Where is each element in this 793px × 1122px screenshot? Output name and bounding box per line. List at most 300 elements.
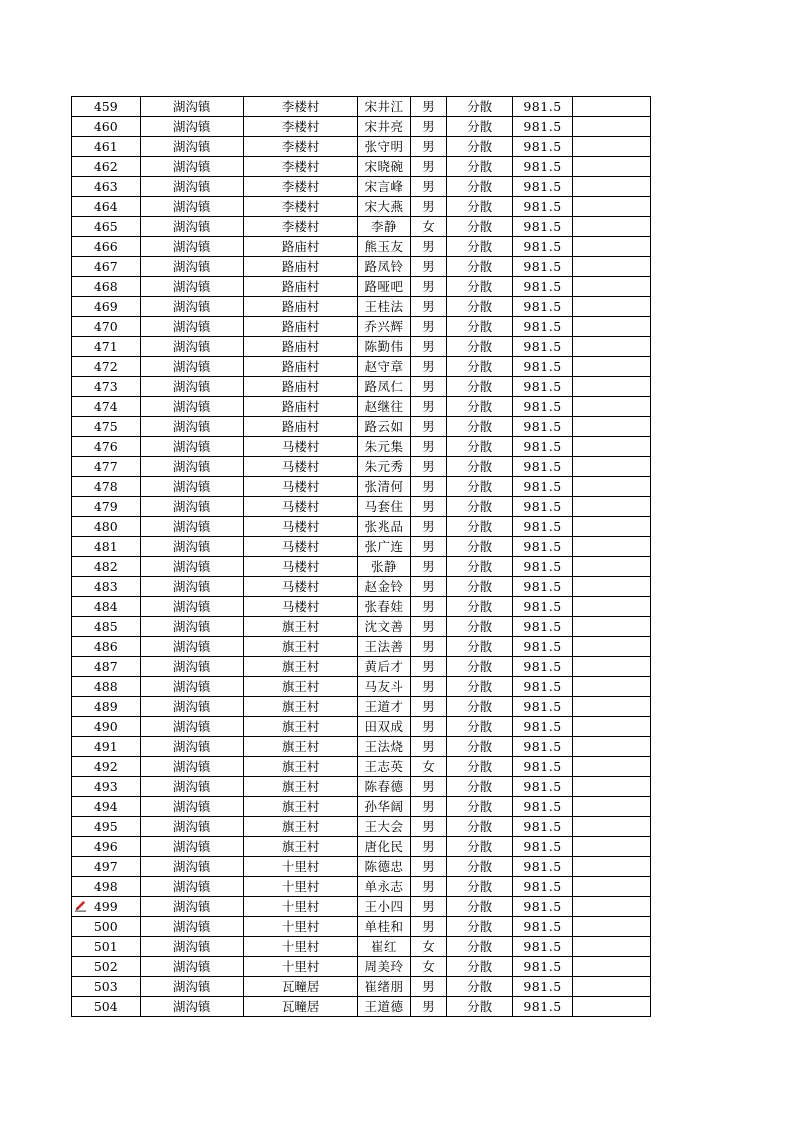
note-cell[interactable] bbox=[573, 617, 651, 637]
village-cell[interactable]: 马楼村 bbox=[243, 577, 358, 597]
village-cell[interactable]: 旗王村 bbox=[243, 617, 358, 637]
town-cell[interactable]: 湖沟镇 bbox=[140, 577, 243, 597]
village-cell[interactable]: 李楼村 bbox=[243, 117, 358, 137]
person-name-cell[interactable]: 张静 bbox=[358, 557, 410, 577]
village-cell[interactable]: 十里村 bbox=[243, 917, 358, 937]
support-type-cell[interactable]: 分散 bbox=[447, 157, 512, 177]
town-cell[interactable]: 湖沟镇 bbox=[140, 557, 243, 577]
person-name-cell[interactable]: 路凤仁 bbox=[358, 377, 410, 397]
row-index-cell[interactable]: 473 bbox=[72, 377, 141, 397]
note-cell[interactable] bbox=[573, 537, 651, 557]
row-index-cell[interactable]: 483 bbox=[72, 577, 141, 597]
support-type-cell[interactable]: 分散 bbox=[447, 137, 512, 157]
person-name-cell[interactable]: 张广连 bbox=[358, 537, 410, 557]
amount-cell[interactable]: 981.5 bbox=[512, 657, 572, 677]
town-cell[interactable]: 湖沟镇 bbox=[140, 717, 243, 737]
person-name-cell[interactable]: 宋井江 bbox=[358, 97, 410, 117]
gender-cell[interactable]: 男 bbox=[410, 317, 447, 337]
support-type-cell[interactable]: 分散 bbox=[447, 557, 512, 577]
town-cell[interactable]: 湖沟镇 bbox=[140, 777, 243, 797]
note-cell[interactable] bbox=[573, 597, 651, 617]
row-index-cell[interactable]: 469 bbox=[72, 297, 141, 317]
note-cell[interactable] bbox=[573, 137, 651, 157]
support-type-cell[interactable]: 分散 bbox=[447, 257, 512, 277]
gender-cell[interactable]: 男 bbox=[410, 277, 447, 297]
amount-cell[interactable]: 981.5 bbox=[512, 717, 572, 737]
note-cell[interactable] bbox=[573, 317, 651, 337]
town-cell[interactable]: 湖沟镇 bbox=[140, 657, 243, 677]
amount-cell[interactable]: 981.5 bbox=[512, 457, 572, 477]
person-name-cell[interactable]: 宋晓碗 bbox=[358, 157, 410, 177]
support-type-cell[interactable]: 分散 bbox=[447, 937, 512, 957]
support-type-cell[interactable]: 分散 bbox=[447, 617, 512, 637]
support-type-cell[interactable]: 分散 bbox=[447, 297, 512, 317]
town-cell[interactable]: 湖沟镇 bbox=[140, 97, 243, 117]
support-type-cell[interactable]: 分散 bbox=[447, 397, 512, 417]
row-index-cell[interactable]: 470 bbox=[72, 317, 141, 337]
note-cell[interactable] bbox=[573, 577, 651, 597]
row-index-cell[interactable]: 466 bbox=[72, 237, 141, 257]
village-cell[interactable]: 十里村 bbox=[243, 957, 358, 977]
person-name-cell[interactable]: 朱元秀 bbox=[358, 457, 410, 477]
row-index-cell[interactable]: 497 bbox=[72, 857, 141, 877]
support-type-cell[interactable]: 分散 bbox=[447, 877, 512, 897]
amount-cell[interactable]: 981.5 bbox=[512, 557, 572, 577]
amount-cell[interactable]: 981.5 bbox=[512, 697, 572, 717]
amount-cell[interactable]: 981.5 bbox=[512, 397, 572, 417]
gender-cell[interactable]: 男 bbox=[410, 477, 447, 497]
person-name-cell[interactable]: 赵继往 bbox=[358, 397, 410, 417]
village-cell[interactable]: 旗王村 bbox=[243, 837, 358, 857]
row-index-cell[interactable] bbox=[72, 897, 141, 917]
note-cell[interactable] bbox=[573, 837, 651, 857]
person-name-cell[interactable]: 王道德 bbox=[358, 997, 410, 1017]
town-cell[interactable]: 湖沟镇 bbox=[140, 517, 243, 537]
row-index-cell[interactable]: 501 bbox=[72, 937, 141, 957]
row-index-cell[interactable]: 487 bbox=[72, 657, 141, 677]
gender-cell[interactable]: 男 bbox=[410, 697, 447, 717]
person-name-cell[interactable]: 唐化民 bbox=[358, 837, 410, 857]
amount-cell[interactable]: 981.5 bbox=[512, 237, 572, 257]
town-cell[interactable]: 湖沟镇 bbox=[140, 277, 243, 297]
person-name-cell[interactable]: 路哑吧 bbox=[358, 277, 410, 297]
support-type-cell[interactable]: 分散 bbox=[447, 97, 512, 117]
note-cell[interactable] bbox=[573, 637, 651, 657]
amount-cell[interactable]: 981.5 bbox=[512, 997, 572, 1017]
row-index-cell[interactable]: 485 bbox=[72, 617, 141, 637]
village-cell[interactable]: 路庙村 bbox=[243, 397, 358, 417]
row-index-cell[interactable]: 461 bbox=[72, 137, 141, 157]
amount-cell[interactable]: 981.5 bbox=[512, 277, 572, 297]
town-cell[interactable]: 湖沟镇 bbox=[140, 797, 243, 817]
note-cell[interactable] bbox=[573, 517, 651, 537]
town-cell[interactable]: 湖沟镇 bbox=[140, 977, 243, 997]
support-type-cell[interactable]: 分散 bbox=[447, 957, 512, 977]
town-cell[interactable]: 湖沟镇 bbox=[140, 257, 243, 277]
note-cell[interactable] bbox=[573, 977, 651, 997]
support-type-cell[interactable]: 分散 bbox=[447, 977, 512, 997]
row-index-cell[interactable]: 474 bbox=[72, 397, 141, 417]
note-cell[interactable] bbox=[573, 757, 651, 777]
village-cell[interactable]: 马楼村 bbox=[243, 517, 358, 537]
support-type-cell[interactable]: 分散 bbox=[447, 237, 512, 257]
village-cell[interactable]: 马楼村 bbox=[243, 497, 358, 517]
town-cell[interactable]: 湖沟镇 bbox=[140, 537, 243, 557]
amount-cell[interactable]: 981.5 bbox=[512, 677, 572, 697]
village-cell[interactable]: 马楼村 bbox=[243, 537, 358, 557]
support-type-cell[interactable]: 分散 bbox=[447, 437, 512, 457]
person-name-cell[interactable]: 张兆品 bbox=[358, 517, 410, 537]
row-index-cell[interactable]: 479 bbox=[72, 497, 141, 517]
gender-cell[interactable]: 男 bbox=[410, 97, 447, 117]
person-name-cell[interactable]: 朱元集 bbox=[358, 437, 410, 457]
village-cell[interactable]: 路庙村 bbox=[243, 277, 358, 297]
row-index-cell[interactable]: 498 bbox=[72, 877, 141, 897]
row-index-cell[interactable]: 502 bbox=[72, 957, 141, 977]
amount-cell[interactable]: 981.5 bbox=[512, 597, 572, 617]
amount-cell[interactable]: 981.5 bbox=[512, 877, 572, 897]
town-cell[interactable]: 湖沟镇 bbox=[140, 697, 243, 717]
row-index-cell[interactable]: 472 bbox=[72, 357, 141, 377]
person-name-cell[interactable]: 路凤铃 bbox=[358, 257, 410, 277]
row-index-cell[interactable]: 480 bbox=[72, 517, 141, 537]
town-cell[interactable]: 湖沟镇 bbox=[140, 737, 243, 757]
support-type-cell[interactable]: 分散 bbox=[447, 917, 512, 937]
amount-cell[interactable]: 981.5 bbox=[512, 937, 572, 957]
town-cell[interactable]: 湖沟镇 bbox=[140, 197, 243, 217]
gender-cell[interactable]: 男 bbox=[410, 197, 447, 217]
gender-cell[interactable]: 男 bbox=[410, 557, 447, 577]
village-cell[interactable]: 瓦疃居 bbox=[243, 977, 358, 997]
support-type-cell[interactable]: 分散 bbox=[447, 997, 512, 1017]
row-index-cell[interactable]: 476 bbox=[72, 437, 141, 457]
gender-cell[interactable]: 男 bbox=[410, 397, 447, 417]
note-cell[interactable] bbox=[573, 357, 651, 377]
village-cell[interactable]: 马楼村 bbox=[243, 557, 358, 577]
note-cell[interactable] bbox=[573, 337, 651, 357]
support-type-cell[interactable]: 分散 bbox=[447, 417, 512, 437]
village-cell[interactable]: 旗王村 bbox=[243, 817, 358, 837]
town-cell[interactable]: 湖沟镇 bbox=[140, 677, 243, 697]
row-index-cell[interactable]: 478 bbox=[72, 477, 141, 497]
person-name-cell[interactable]: 王大会 bbox=[358, 817, 410, 837]
amount-cell[interactable]: 981.5 bbox=[512, 297, 572, 317]
amount-cell[interactable]: 981.5 bbox=[512, 317, 572, 337]
row-index-cell[interactable]: 486 bbox=[72, 637, 141, 657]
gender-cell[interactable]: 男 bbox=[410, 517, 447, 537]
amount-cell[interactable]: 981.5 bbox=[512, 197, 572, 217]
person-name-cell[interactable]: 崔绪朋 bbox=[358, 977, 410, 997]
note-cell[interactable] bbox=[573, 737, 651, 757]
person-name-cell[interactable]: 马友斗 bbox=[358, 677, 410, 697]
amount-cell[interactable]: 981.5 bbox=[512, 257, 572, 277]
village-cell[interactable]: 路庙村 bbox=[243, 377, 358, 397]
town-cell[interactable]: 湖沟镇 bbox=[140, 417, 243, 437]
support-type-cell[interactable]: 分散 bbox=[447, 857, 512, 877]
gender-cell[interactable]: 男 bbox=[410, 817, 447, 837]
village-cell[interactable]: 路庙村 bbox=[243, 337, 358, 357]
support-type-cell[interactable]: 分散 bbox=[447, 117, 512, 137]
support-type-cell[interactable]: 分散 bbox=[447, 317, 512, 337]
amount-cell[interactable]: 981.5 bbox=[512, 757, 572, 777]
gender-cell[interactable]: 男 bbox=[410, 437, 447, 457]
row-index-cell[interactable]: 467 bbox=[72, 257, 141, 277]
town-cell[interactable]: 湖沟镇 bbox=[140, 817, 243, 837]
row-index-cell[interactable]: 462 bbox=[72, 157, 141, 177]
town-cell[interactable]: 湖沟镇 bbox=[140, 897, 243, 917]
village-cell[interactable]: 马楼村 bbox=[243, 597, 358, 617]
note-cell[interactable] bbox=[573, 777, 651, 797]
town-cell[interactable]: 湖沟镇 bbox=[140, 397, 243, 417]
support-type-cell[interactable]: 分散 bbox=[447, 757, 512, 777]
village-cell[interactable]: 马楼村 bbox=[243, 457, 358, 477]
amount-cell[interactable]: 981.5 bbox=[512, 417, 572, 437]
amount-cell[interactable]: 981.5 bbox=[512, 537, 572, 557]
support-type-cell[interactable]: 分散 bbox=[447, 817, 512, 837]
gender-cell[interactable]: 男 bbox=[410, 577, 447, 597]
village-cell[interactable]: 马楼村 bbox=[243, 437, 358, 457]
row-index-cell[interactable]: 459 bbox=[72, 97, 141, 117]
village-cell[interactable]: 旗王村 bbox=[243, 637, 358, 657]
village-cell[interactable]: 旗王村 bbox=[243, 717, 358, 737]
town-cell[interactable]: 湖沟镇 bbox=[140, 497, 243, 517]
support-type-cell[interactable]: 分散 bbox=[447, 477, 512, 497]
note-cell[interactable] bbox=[573, 377, 651, 397]
village-cell[interactable]: 李楼村 bbox=[243, 137, 358, 157]
amount-cell[interactable]: 981.5 bbox=[512, 957, 572, 977]
gender-cell[interactable]: 女 bbox=[410, 217, 447, 237]
village-cell[interactable]: 十里村 bbox=[243, 857, 358, 877]
support-type-cell[interactable]: 分散 bbox=[447, 497, 512, 517]
town-cell[interactable]: 湖沟镇 bbox=[140, 137, 243, 157]
row-index-cell[interactable]: 460 bbox=[72, 117, 141, 137]
row-index-cell[interactable]: 491 bbox=[72, 737, 141, 757]
support-type-cell[interactable]: 分散 bbox=[447, 577, 512, 597]
town-cell[interactable]: 湖沟镇 bbox=[140, 117, 243, 137]
note-cell[interactable] bbox=[573, 117, 651, 137]
support-type-cell[interactable]: 分散 bbox=[447, 897, 512, 917]
town-cell[interactable]: 湖沟镇 bbox=[140, 357, 243, 377]
amount-cell[interactable]: 981.5 bbox=[512, 337, 572, 357]
person-name-cell[interactable]: 孙华阔 bbox=[358, 797, 410, 817]
note-cell[interactable] bbox=[573, 397, 651, 417]
town-cell[interactable]: 湖沟镇 bbox=[140, 997, 243, 1017]
person-name-cell[interactable]: 王小四 bbox=[358, 897, 410, 917]
person-name-cell[interactable]: 陈勤伟 bbox=[358, 337, 410, 357]
row-index-cell[interactable]: 482 bbox=[72, 557, 141, 577]
note-cell[interactable] bbox=[573, 477, 651, 497]
note-cell[interactable] bbox=[573, 237, 651, 257]
gender-cell[interactable]: 男 bbox=[410, 797, 447, 817]
person-name-cell[interactable]: 单永志 bbox=[358, 877, 410, 897]
note-cell[interactable] bbox=[573, 997, 651, 1017]
gender-cell[interactable]: 男 bbox=[410, 117, 447, 137]
gender-cell[interactable]: 男 bbox=[410, 877, 447, 897]
note-cell[interactable] bbox=[573, 677, 651, 697]
person-name-cell[interactable]: 宋言峰 bbox=[358, 177, 410, 197]
gender-cell[interactable]: 男 bbox=[410, 157, 447, 177]
village-cell[interactable]: 瓦疃居 bbox=[243, 997, 358, 1017]
person-name-cell[interactable]: 崔红 bbox=[358, 937, 410, 957]
town-cell[interactable]: 湖沟镇 bbox=[140, 597, 243, 617]
town-cell[interactable]: 湖沟镇 bbox=[140, 217, 243, 237]
note-cell[interactable] bbox=[573, 437, 651, 457]
person-name-cell[interactable]: 宋大燕 bbox=[358, 197, 410, 217]
village-cell[interactable]: 李楼村 bbox=[243, 197, 358, 217]
gender-cell[interactable]: 女 bbox=[410, 757, 447, 777]
amount-cell[interactable]: 981.5 bbox=[512, 897, 572, 917]
town-cell[interactable]: 湖沟镇 bbox=[140, 297, 243, 317]
note-cell[interactable] bbox=[573, 697, 651, 717]
person-name-cell[interactable]: 田双成 bbox=[358, 717, 410, 737]
village-cell[interactable]: 旗王村 bbox=[243, 757, 358, 777]
amount-cell[interactable]: 981.5 bbox=[512, 377, 572, 397]
village-cell[interactable]: 路庙村 bbox=[243, 297, 358, 317]
row-index-cell[interactable]: 465 bbox=[72, 217, 141, 237]
support-type-cell[interactable]: 分散 bbox=[447, 837, 512, 857]
support-type-cell[interactable]: 分散 bbox=[447, 517, 512, 537]
support-type-cell[interactable]: 分散 bbox=[447, 737, 512, 757]
row-index-cell[interactable]: 488 bbox=[72, 677, 141, 697]
amount-cell[interactable]: 981.5 bbox=[512, 737, 572, 757]
support-type-cell[interactable]: 分散 bbox=[447, 797, 512, 817]
note-cell[interactable] bbox=[573, 857, 651, 877]
person-name-cell[interactable]: 张清何 bbox=[358, 477, 410, 497]
support-type-cell[interactable]: 分散 bbox=[447, 457, 512, 477]
amount-cell[interactable]: 981.5 bbox=[512, 777, 572, 797]
gender-cell[interactable]: 男 bbox=[410, 637, 447, 657]
person-name-cell[interactable]: 王道才 bbox=[358, 697, 410, 717]
amount-cell[interactable]: 981.5 bbox=[512, 617, 572, 637]
town-cell[interactable]: 湖沟镇 bbox=[140, 837, 243, 857]
note-cell[interactable] bbox=[573, 877, 651, 897]
note-cell[interactable] bbox=[573, 157, 651, 177]
village-cell[interactable]: 路庙村 bbox=[243, 237, 358, 257]
row-index-cell[interactable]: 493 bbox=[72, 777, 141, 797]
person-name-cell[interactable]: 路云如 bbox=[358, 417, 410, 437]
person-name-cell[interactable]: 李静 bbox=[358, 217, 410, 237]
gender-cell[interactable]: 男 bbox=[410, 497, 447, 517]
village-cell[interactable]: 旗王村 bbox=[243, 797, 358, 817]
gender-cell[interactable]: 男 bbox=[410, 897, 447, 917]
gender-cell[interactable]: 男 bbox=[410, 337, 447, 357]
row-index-cell[interactable]: 481 bbox=[72, 537, 141, 557]
row-index-cell[interactable]: 490 bbox=[72, 717, 141, 737]
note-cell[interactable] bbox=[573, 797, 651, 817]
person-name-cell[interactable]: 宋井亮 bbox=[358, 117, 410, 137]
town-cell[interactable]: 湖沟镇 bbox=[140, 957, 243, 977]
gender-cell[interactable]: 男 bbox=[410, 837, 447, 857]
row-index-cell[interactable]: 496 bbox=[72, 837, 141, 857]
amount-cell[interactable]: 981.5 bbox=[512, 97, 572, 117]
town-cell[interactable]: 湖沟镇 bbox=[140, 757, 243, 777]
village-cell[interactable]: 旗王村 bbox=[243, 777, 358, 797]
village-cell[interactable]: 李楼村 bbox=[243, 217, 358, 237]
gender-cell[interactable]: 男 bbox=[410, 857, 447, 877]
person-name-cell[interactable]: 陈春德 bbox=[358, 777, 410, 797]
gender-cell[interactable]: 男 bbox=[410, 237, 447, 257]
support-type-cell[interactable]: 分散 bbox=[447, 677, 512, 697]
note-cell[interactable] bbox=[573, 717, 651, 737]
amount-cell[interactable]: 981.5 bbox=[512, 797, 572, 817]
gender-cell[interactable]: 男 bbox=[410, 977, 447, 997]
row-index-cell[interactable]: 500 bbox=[72, 917, 141, 937]
amount-cell[interactable]: 981.5 bbox=[512, 357, 572, 377]
person-name-cell[interactable]: 沈文善 bbox=[358, 617, 410, 637]
gender-cell[interactable]: 男 bbox=[410, 997, 447, 1017]
village-cell[interactable]: 路庙村 bbox=[243, 317, 358, 337]
village-cell[interactable]: 路庙村 bbox=[243, 417, 358, 437]
amount-cell[interactable]: 981.5 bbox=[512, 477, 572, 497]
row-index-cell[interactable]: 475 bbox=[72, 417, 141, 437]
note-cell[interactable] bbox=[573, 297, 651, 317]
gender-cell[interactable]: 女 bbox=[410, 957, 447, 977]
town-cell[interactable]: 湖沟镇 bbox=[140, 857, 243, 877]
gender-cell[interactable]: 男 bbox=[410, 917, 447, 937]
amount-cell[interactable]: 981.5 bbox=[512, 817, 572, 837]
note-cell[interactable] bbox=[573, 97, 651, 117]
person-name-cell[interactable]: 马套住 bbox=[358, 497, 410, 517]
town-cell[interactable]: 湖沟镇 bbox=[140, 917, 243, 937]
person-name-cell[interactable]: 王桂法 bbox=[358, 297, 410, 317]
row-index-cell[interactable]: 489 bbox=[72, 697, 141, 717]
support-type-cell[interactable]: 分散 bbox=[447, 597, 512, 617]
row-index-cell[interactable]: 463 bbox=[72, 177, 141, 197]
amount-cell[interactable]: 981.5 bbox=[512, 517, 572, 537]
gender-cell[interactable]: 男 bbox=[410, 457, 447, 477]
gender-cell[interactable]: 男 bbox=[410, 617, 447, 637]
note-cell[interactable] bbox=[573, 957, 651, 977]
person-name-cell[interactable]: 赵金铃 bbox=[358, 577, 410, 597]
row-index-cell[interactable]: 468 bbox=[72, 277, 141, 297]
village-cell[interactable]: 十里村 bbox=[243, 877, 358, 897]
town-cell[interactable]: 湖沟镇 bbox=[140, 337, 243, 357]
support-type-cell[interactable]: 分散 bbox=[447, 177, 512, 197]
amount-cell[interactable]: 981.5 bbox=[512, 117, 572, 137]
town-cell[interactable]: 湖沟镇 bbox=[140, 617, 243, 637]
amount-cell[interactable]: 981.5 bbox=[512, 177, 572, 197]
row-index-cell[interactable]: 494 bbox=[72, 797, 141, 817]
note-cell[interactable] bbox=[573, 417, 651, 437]
support-type-cell[interactable]: 分散 bbox=[447, 537, 512, 557]
town-cell[interactable]: 湖沟镇 bbox=[140, 437, 243, 457]
support-type-cell[interactable]: 分散 bbox=[447, 337, 512, 357]
village-cell[interactable]: 李楼村 bbox=[243, 97, 358, 117]
village-cell[interactable]: 路庙村 bbox=[243, 257, 358, 277]
town-cell[interactable]: 湖沟镇 bbox=[140, 157, 243, 177]
town-cell[interactable]: 湖沟镇 bbox=[140, 937, 243, 957]
town-cell[interactable]: 湖沟镇 bbox=[140, 377, 243, 397]
person-name-cell[interactable]: 王法烧 bbox=[358, 737, 410, 757]
note-cell[interactable] bbox=[573, 177, 651, 197]
row-index-cell[interactable]: 471 bbox=[72, 337, 141, 357]
person-name-cell[interactable]: 王志英 bbox=[358, 757, 410, 777]
note-cell[interactable] bbox=[573, 257, 651, 277]
town-cell[interactable]: 湖沟镇 bbox=[140, 177, 243, 197]
note-cell[interactable] bbox=[573, 937, 651, 957]
person-name-cell[interactable]: 周美玲 bbox=[358, 957, 410, 977]
village-cell[interactable]: 旗王村 bbox=[243, 677, 358, 697]
gender-cell[interactable]: 男 bbox=[410, 417, 447, 437]
support-type-cell[interactable]: 分散 bbox=[447, 357, 512, 377]
row-index-cell[interactable]: 464 bbox=[72, 197, 141, 217]
note-cell[interactable] bbox=[573, 277, 651, 297]
village-cell[interactable]: 旗王村 bbox=[243, 657, 358, 677]
amount-cell[interactable]: 981.5 bbox=[512, 437, 572, 457]
row-index-cell[interactable]: 495 bbox=[72, 817, 141, 837]
gender-cell[interactable]: 男 bbox=[410, 777, 447, 797]
support-type-cell[interactable]: 分散 bbox=[447, 657, 512, 677]
